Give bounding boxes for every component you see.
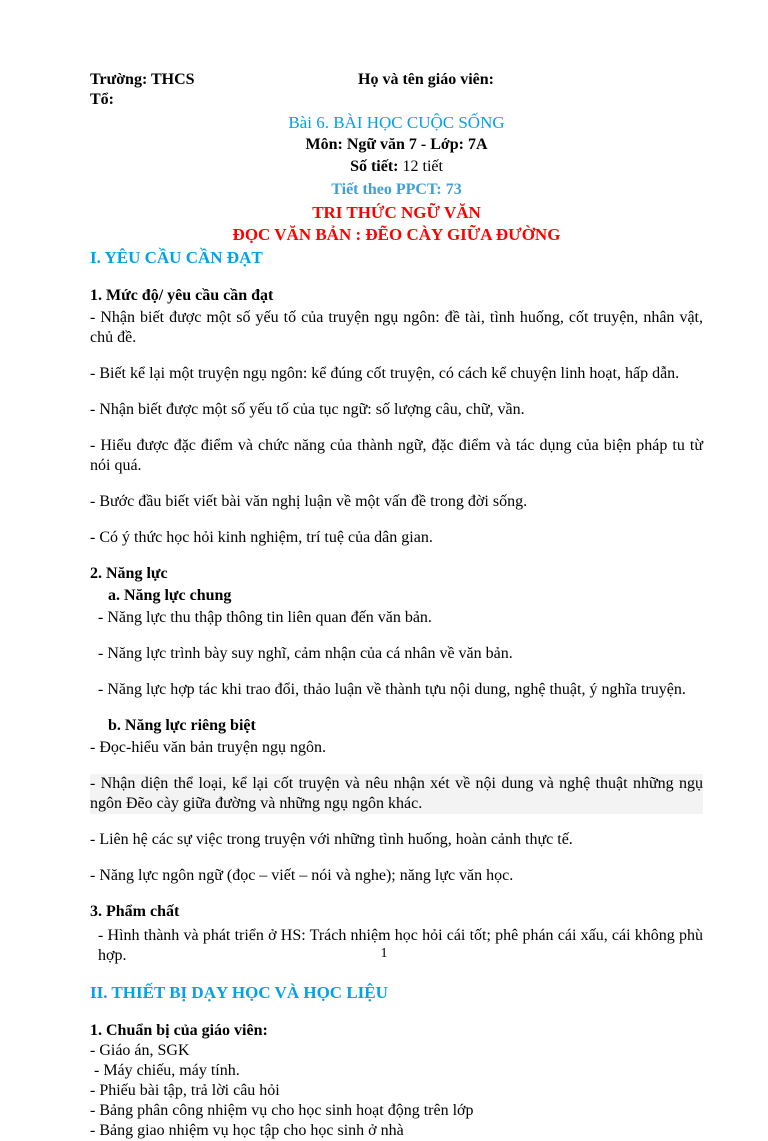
- section1-heading: I. YÊU CẦU CẦN ĐẠT: [90, 248, 263, 267]
- teacher-label: Họ và tên giáo viên:: [358, 71, 494, 88]
- subject-line: Môn: Ngữ văn 7 - Lớp: 7A: [305, 136, 488, 153]
- list-item: - Bảng giao nhiệm vụ học tập cho học sinh ở nhà: [90, 1122, 404, 1139]
- section1-sub2b: b. Năng lực riêng biệt: [108, 717, 256, 734]
- reading-title: ĐỌC VĂN BẢN : ĐẼO CÀY GIỮA ĐƯỜNG: [232, 225, 561, 244]
- periods-line: [90, 157, 703, 177]
- section2-sub1: 1. Chuẩn bị của giáo viên:: [90, 1022, 268, 1039]
- list-item: - Có ý thức học hỏi kinh nghiệm, trí tuệ của dân gian.: [90, 529, 433, 546]
- group-label: Tổ:: [90, 91, 114, 108]
- periods-label: Số tiết:: [350, 158, 399, 175]
- ppct-line: Tiết theo PPCT: 73: [331, 181, 462, 198]
- list-item: - Nhận diện thể loại, kể lại cốt truyện và nêu nhận xét về nội dung và nghệ thuật những ngụ ngôn Đẽo cày giữa đường và những ngụ ngôn khác.: [90, 775, 703, 812]
- list-item: - Hiểu được đặc điểm và chức năng của thành ngữ, đặc điểm và tác dụng của biện pháp tu từ nói quá.: [90, 437, 703, 474]
- section1-sub2a: a. Năng lực chung: [108, 587, 232, 604]
- school-label: Trường: THCS: [90, 71, 195, 88]
- list-item: - Năng lực ngôn ngữ (đọc – viết – nói và nghe); năng lực văn học.: [90, 867, 514, 884]
- list-item: - Nhận biết được một số yếu tố của tục ngữ: số lượng câu, chữ, vần.: [90, 401, 525, 418]
- list-item: - Hình thành và phát triển ở HS: Trách nhiệm học hỏi cái tốt; phê phán cái xấu, cái không phù hợp.: [98, 927, 703, 964]
- list-item: - Năng lực hợp tác khi trao đổi, thảo luận về thành tựu nội dung, nghệ thuật, ý nghĩa truyện.: [98, 681, 686, 698]
- section2-heading: II. THIẾT BỊ DẠY HỌC VÀ HỌC LIỆU: [90, 983, 388, 1002]
- lesson-title: Bài 6. BÀI HỌC CUỘC SỐNG: [288, 113, 505, 132]
- list-item: - Đọc-hiểu văn bản truyện ngụ ngôn.: [90, 739, 326, 756]
- list-item: - Bước đầu biết viết bài văn nghị luận về một vấn đề trong đời sống.: [90, 493, 528, 510]
- section1-sub3: 3. Phẩm chất: [90, 903, 180, 920]
- list-item: - Năng lực trình bày suy nghĩ, cảm nhận của cá nhân về văn bản.: [98, 645, 513, 662]
- list-item: - Liên hệ các sự việc trong truyện với những tình huống, hoàn cảnh thực tế.: [90, 831, 573, 848]
- periods-value: 12 tiết: [402, 158, 443, 175]
- section1-sub1: 1. Mức độ/ yêu cầu cần đạt: [90, 287, 274, 304]
- list-item: - Phiếu bài tập, trả lời câu hỏi: [90, 1082, 280, 1099]
- section1-sub2: 2. Năng lực: [90, 565, 168, 582]
- list-item: - Năng lực thu thập thông tin liên quan đến văn bản.: [98, 609, 432, 626]
- list-item: - Máy chiếu, máy tính.: [90, 1062, 240, 1079]
- header-row: [90, 70, 703, 90]
- document-page: [90, 70, 703, 1141]
- list-item: - Biết kể lại một truyện ngụ ngôn: kể đúng cốt truyện, có cách kể chuyện linh hoạt, hấp dẫn.: [90, 365, 680, 382]
- list-item: - Nhận biết được một số yếu tố của truyện ngụ ngôn: đề tài, tình huống, cốt truyện, nhân vật, chủ đề.: [90, 309, 703, 346]
- list-item: - Bảng phân công nhiệm vụ cho học sinh hoạt động trên lớp: [90, 1102, 474, 1119]
- list-item: - Giáo án, SGK: [90, 1042, 190, 1059]
- page-number: 1: [380, 946, 388, 961]
- knowledge-title: TRI THỨC NGỮ VĂN: [312, 203, 481, 222]
